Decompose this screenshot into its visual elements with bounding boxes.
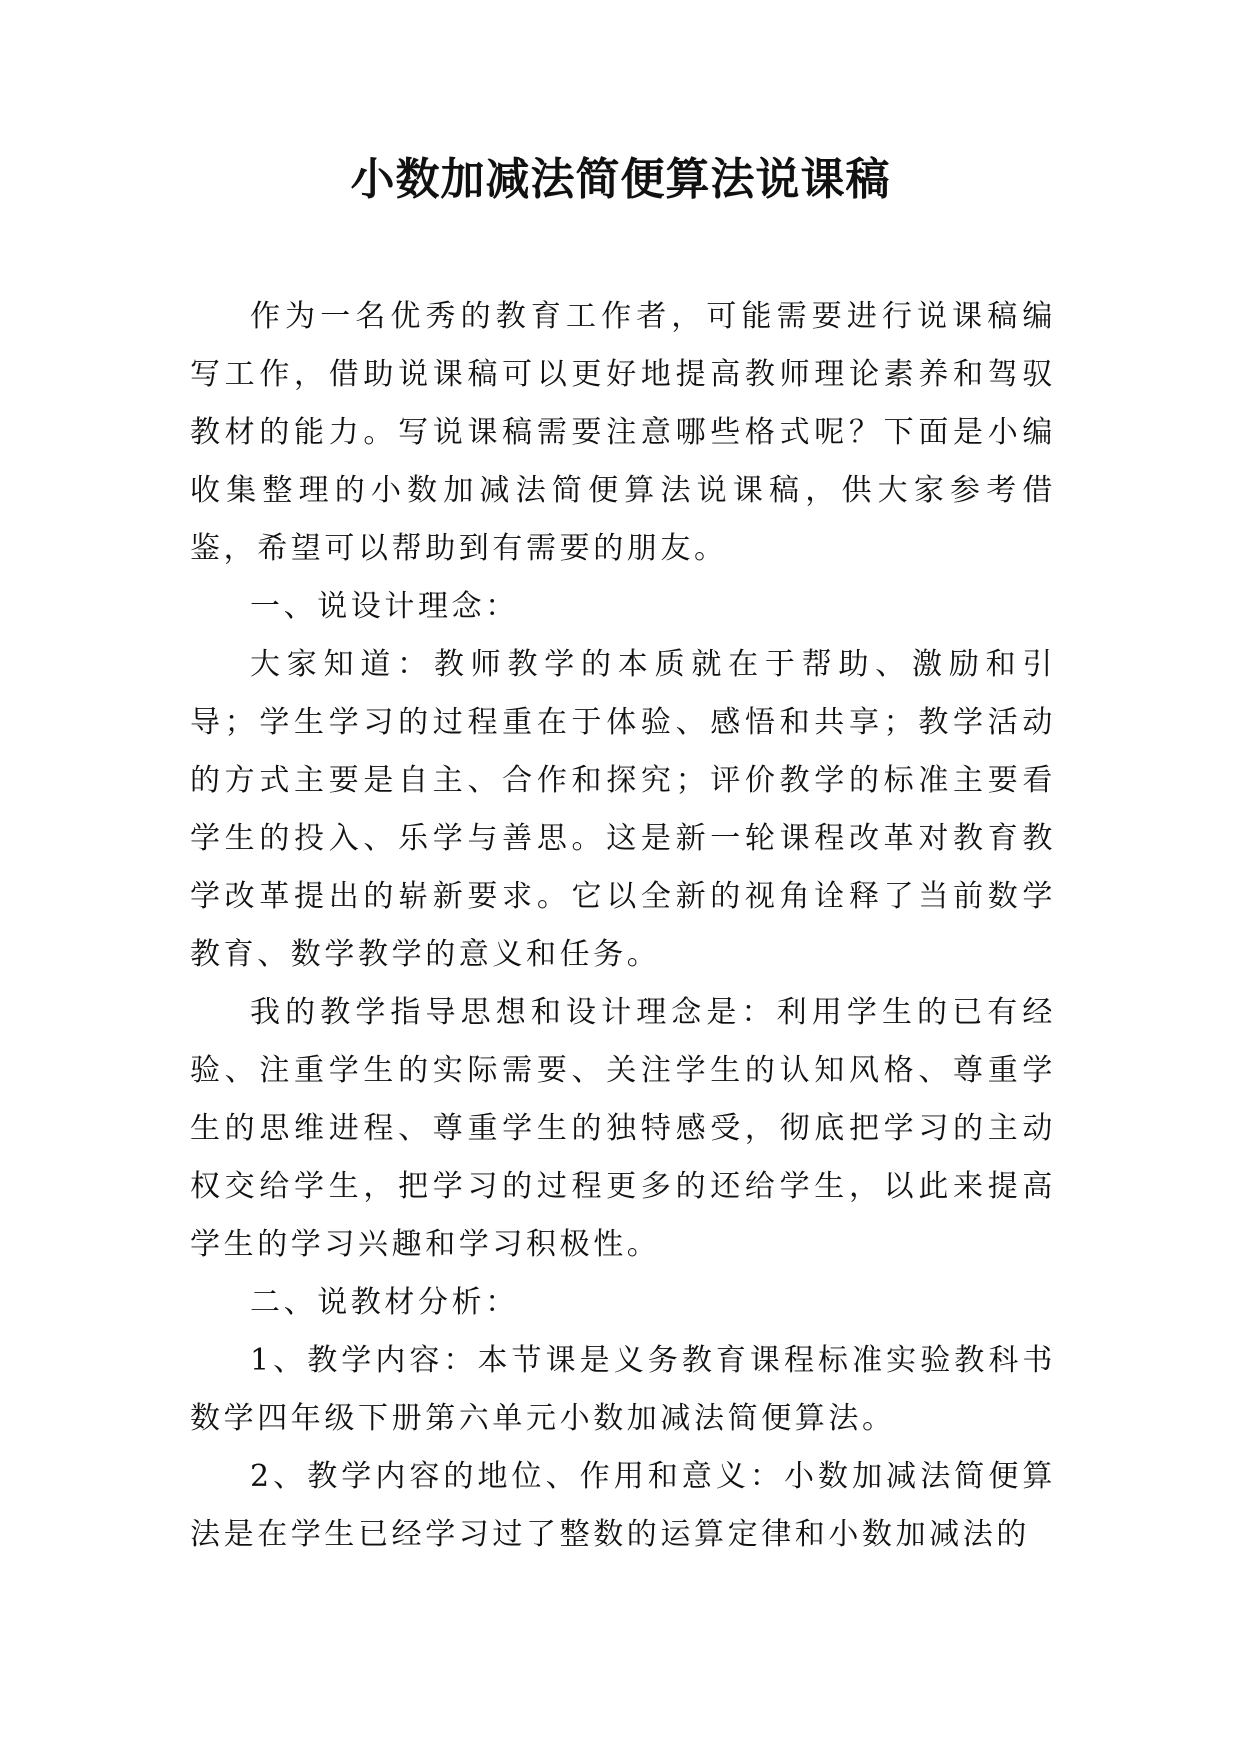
intro-paragraph: 作为一名优秀的教育工作者，可能需要进行说课稿编写工作，借助说课稿可以更好地提高教师理论素养和驾驭教材的能力。写说课稿需要注意哪些格式呢？下面是小编收集整理的小数加减法简便算法说课稿，供大家参考借鉴，希望可以帮助到有需要的朋友。 bbox=[190, 299, 1056, 566]
teaching-philosophy-paragraph: 我的教学指导思想和设计理念是：利用学生的已有经验、注重学生的实际需要、关注学生的认知风格、尊重学生的思维进程、尊重学生的独特感受，彻底把学习的主动权交给学生，把学习的过程更多的还给学生，以此来提高学生的学习兴趣和学习积极性。 bbox=[190, 995, 1056, 1262]
section-heading-design-concept: 一、说设计理念： bbox=[250, 589, 519, 624]
design-concept-paragraph: 大家知道：教师教学的本质就在于帮助、激励和引导；学生学习的过程重在于体验、感悟和共享；教学活动的方式主要是自主、合作和探究；评价教学的标准主要看学生的投入、乐学与善思。这是新一轮课程改革对教育教学改革提出的崭新要求。它以全新的视角诠释了当前数学教育、数学教学的意义和任务。 bbox=[190, 647, 1056, 972]
content-significance-paragraph: 2、教学内容的地位、作用和意义：小数加减法简便算法是在学生已经学习过了整数的运算定律和小数加减法的 bbox=[190, 1459, 1056, 1552]
document-title: 小数加减法简便算法说课稿 bbox=[350, 154, 891, 205]
section-heading-textbook-analysis: 二、说教材分析： bbox=[250, 1285, 519, 1320]
teaching-content-paragraph: 1、教学内容：本节课是义务教育课程标准实验教科书数学四年级下册第六单元小数加减法简便算法。 bbox=[190, 1343, 1056, 1436]
document-body bbox=[190, 288, 1056, 1564]
